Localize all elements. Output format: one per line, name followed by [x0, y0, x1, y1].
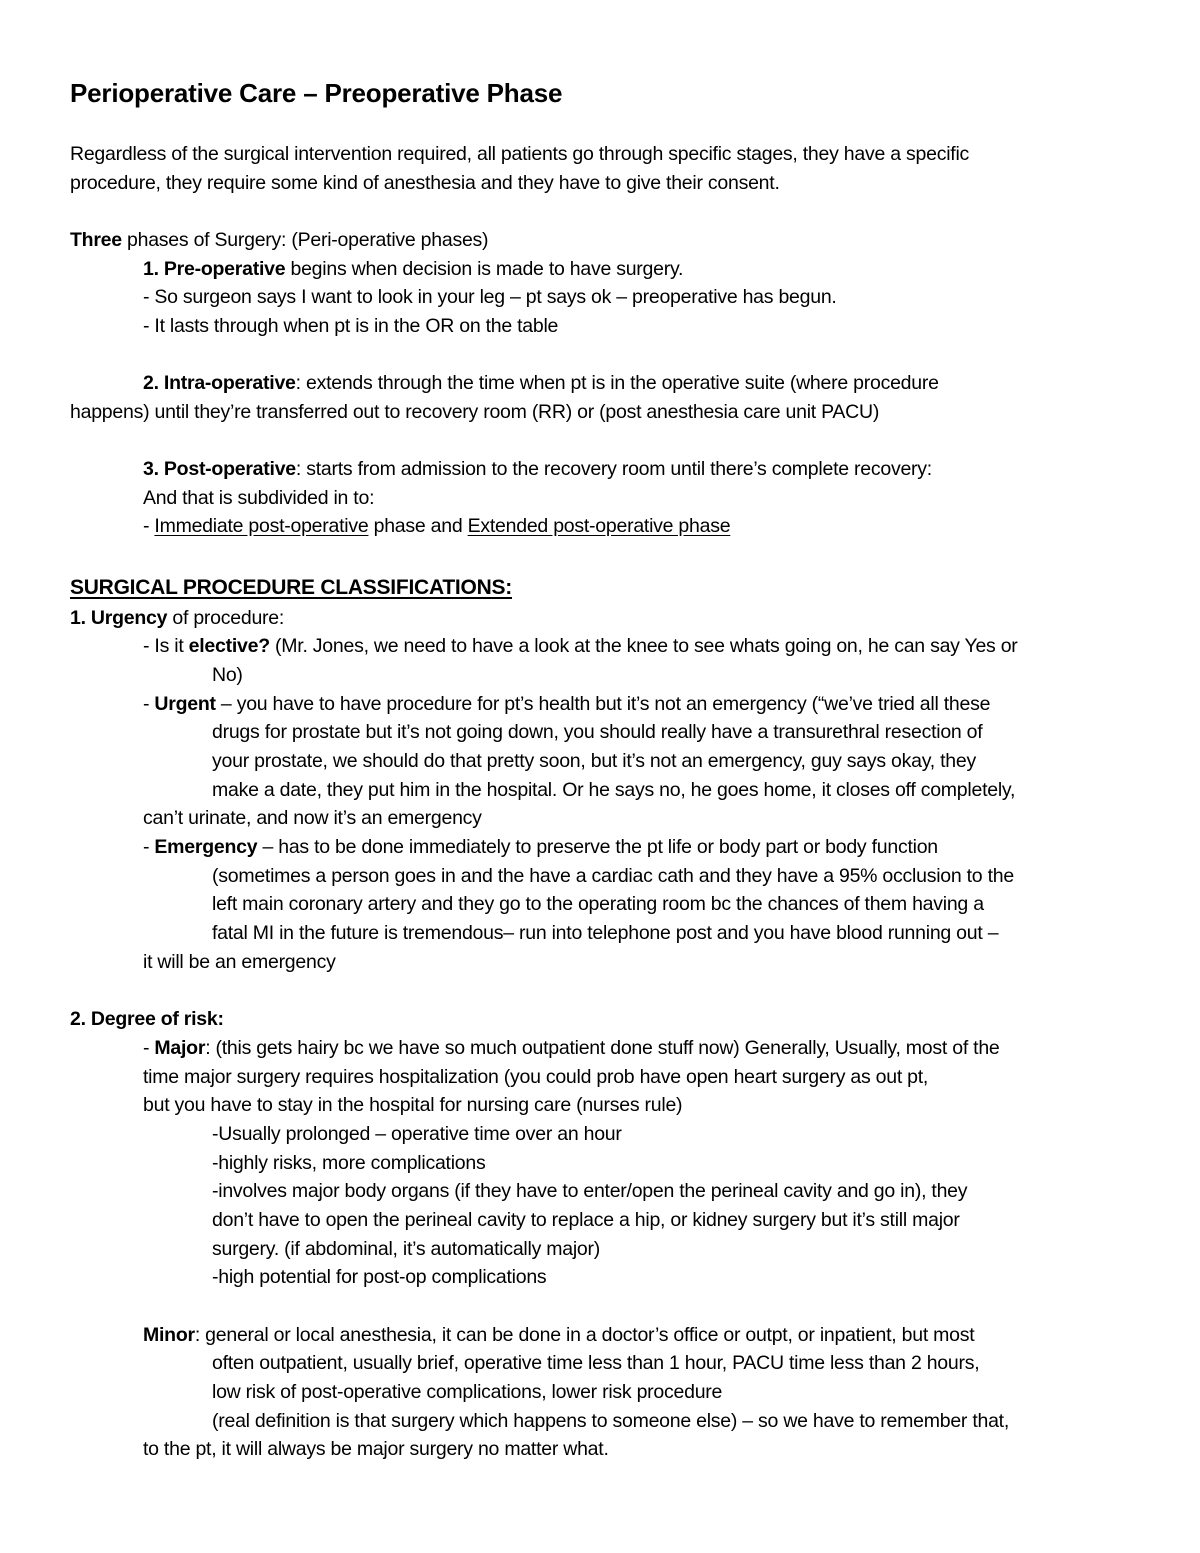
urgent-line-3: your prostate, we should do that pretty soon, but it’s not an emergency, guy says okay, they [212, 750, 976, 772]
phases-lead-text: phases of Surgery: (Peri-operative phases) [121, 229, 489, 251]
urgent-text: – you have to have procedure for pt’s health but it’s not an emergency (“we’ve tried all these [215, 693, 991, 715]
emergency-line-1 [143, 835, 938, 859]
elective-pre: - Is it [143, 635, 189, 657]
phase-intra-label: 2. Intra-operative [143, 372, 296, 394]
major-item-organs-cont: don’t have to open the perineal cavity to replace a hip, or kidney surgery but it’s still major [212, 1209, 960, 1231]
urgent-line-2: drugs for prostate but it’s not going down, you should really have a transurethral resection of [212, 721, 983, 743]
urgent-label: Urgent [154, 693, 216, 715]
major-text: : (this gets hairy bc we have so much outpatient done stuff now) Generally, Usually, most of the [205, 1037, 1000, 1059]
major-pre: - [143, 1037, 155, 1059]
major-label: Major [154, 1037, 206, 1059]
minor-label: Minor [143, 1324, 195, 1346]
elective-line-2: No) [212, 664, 243, 686]
phase-post-label: 3. Post-operative [143, 458, 296, 480]
phase-pre-label: 1. Pre-operative [143, 258, 286, 280]
minor-line-3: low risk of post-operative complications, lower risk procedure [212, 1381, 723, 1403]
major-item-prolonged: -Usually prolonged – operative time over an hour [212, 1123, 622, 1145]
major-line-3: but you have to stay in the hospital for nursing care (nurses rule) [143, 1094, 683, 1116]
major-item-complications: -high potential for post-op complications [212, 1266, 547, 1288]
phases-lead-bold: Three [70, 229, 122, 251]
emergency-line-5: it will be an emergency [143, 951, 336, 973]
phase-post-text: : starts from admission to the recovery room until there’s complete recovery: [295, 458, 932, 480]
minor-line-1 [143, 1323, 974, 1347]
phase-pre-text: begins when decision is made to have surgery. [285, 258, 684, 280]
phase-post-operative [143, 457, 932, 481]
classifications-heading [70, 575, 512, 601]
phase-pre-operative [143, 257, 683, 281]
emergency-line-2: (sometimes a person goes in and the have a cardiac cath and they have a 95% occlusion to the [212, 865, 1014, 887]
emergency-pre: - [143, 836, 155, 858]
emergency-label: Emergency [154, 836, 258, 858]
minor-line-2: often outpatient, usually brief, operative time less than 1 hour, PACU time less than 2 hours, [212, 1352, 980, 1374]
phase-post-mid: phase and [368, 515, 468, 537]
elective-label: elective? [188, 635, 270, 657]
extended-post-operative-term: Extended post-operative phase [467, 515, 731, 537]
immediate-post-operative-term: Immediate post-operative [154, 515, 369, 537]
urgency-heading [70, 606, 284, 630]
urgent-pre: - [143, 693, 155, 715]
urgent-line-5: can’t urinate, and now it’s an emergency [143, 807, 482, 829]
phase-intra-text: : extends through the time when pt is in the operative suite (where procedure [295, 372, 939, 394]
classifications-heading-text: SURGICAL PROCEDURE CLASSIFICATIONS: [70, 576, 512, 599]
emergency-line-3: left main coronary artery and they go to the operating room bc the chances of them having a [212, 893, 984, 915]
urgent-line-1 [143, 692, 990, 716]
major-item-organs-cont-2: surgery. (if abdominal, it’s automatically major) [212, 1238, 601, 1260]
phases-lead [70, 228, 488, 252]
major-item-organs: -involves major body organs (if they have to enter/open the perineal cavity and go in), they [212, 1180, 968, 1202]
phase-pre-line-3: - It lasts through when pt is in the OR on the table [143, 315, 559, 337]
emergency-text: – has to be done immediately to preserve the pt life or body part or body function [257, 836, 938, 858]
phase-post-subphases [143, 514, 730, 538]
major-line-1 [143, 1036, 1000, 1060]
urgency-rest: of procedure: [167, 607, 285, 629]
elective-text: (Mr. Jones, we need to have a look at the knee to see whats going on, he can say Yes or [269, 635, 1018, 657]
major-item-risks: -highly risks, more complications [212, 1152, 486, 1174]
phase-intra-line-2: happens) until they’re transferred out to recovery room (RR) or (post anesthesia care unit PACU) [70, 401, 880, 423]
risk-heading [70, 1007, 224, 1031]
page-title: Perioperative Care – Preoperative Phase [70, 78, 563, 108]
risk-label: 2. Degree of risk: [70, 1008, 224, 1030]
emergency-line-4: fatal MI in the future is tremendous– run into telephone post and you have blood running out – [212, 922, 999, 944]
urgency-label: 1. Urgency [70, 607, 168, 629]
phase-intra-operative [143, 371, 939, 395]
minor-line-5: to the pt, it will always be major surgery no matter what. [143, 1438, 609, 1460]
minor-line-4: (real definition is that surgery which happens to someone else) – so we have to remember that, [212, 1410, 1010, 1432]
intro-line-2: procedure, they require some kind of anesthesia and they have to give their consent. [70, 172, 780, 194]
phase-post-dash: - [143, 515, 155, 537]
phase-post-line-2: And that is subdivided in to: [143, 487, 375, 509]
minor-text: : general or local anesthesia, it can be done in a doctor’s office or outpt, or inpatient, but most [194, 1324, 975, 1346]
urgent-line-4: make a date, they put him in the hospital. Or he says no, he goes home, it closes off completely, [212, 779, 1016, 801]
intro-line-1: Regardless of the surgical intervention required, all patients go through specific stages, they have a specific [70, 143, 970, 165]
major-line-2: time major surgery requires hospitalization (you could prob have open heart surgery as out pt, [143, 1066, 929, 1088]
phase-pre-line-2: - So surgeon says I want to look in your leg – pt says ok – preoperative has begun. [143, 286, 837, 308]
elective-line-1 [143, 634, 1018, 658]
